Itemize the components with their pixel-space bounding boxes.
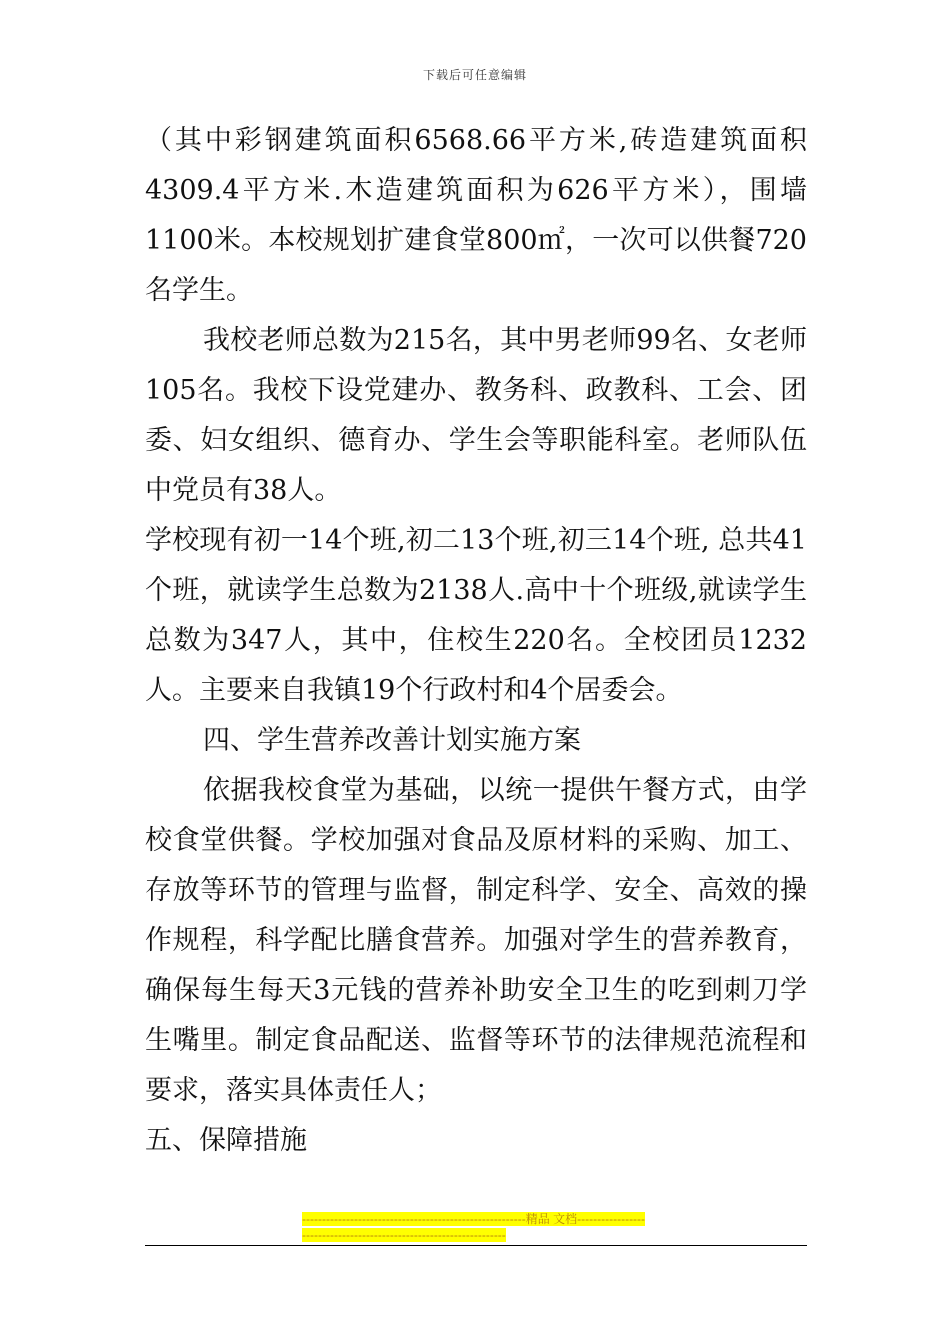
paragraph-classes-students: 学校现有初一14个班,初二13个班,初三14个班, 总共41个班，就读学生总数为2138人.高中十个班级,就读学生总数为347人，其中，住校生220名。全校团员1232人。主要来自我镇19个行政村和4个居委会。 xyxy=(145,525,807,706)
section-heading-nutrition-plan: 四、学生营养改善计划实施方案 xyxy=(203,725,581,756)
footer-watermark xyxy=(302,1211,647,1243)
document-body xyxy=(145,116,807,1166)
page-header-note: 下载后可任意编辑 xyxy=(422,68,527,82)
footer-divider xyxy=(145,1245,807,1246)
footer-watermark-text: --------------------------------------------------------精品 文档-------------------------------------------------------------------- xyxy=(302,1212,646,1242)
paragraph-building-area: （其中彩钢建筑面积6568.66平方米,砖造建筑面积4309.4平方米.木造建筑面积为626平方米），围墙1100米。本校规划扩建食堂800㎡，一次可以供餐720名学生。 xyxy=(145,125,807,306)
paragraph-nutrition-plan: 依据我校食堂为基础，以统一提供午餐方式，由学校食堂供餐。学校加强对食品及原材料的采购、加工、存放等环节的管理与监督，制定科学、安全、高效的操作规程，科学配比膳食营养。加强对学生的营养教育，确保每生每天3元钱的营养补助安全卫生的吃到刺刀学生嘴里。制定食品配送、监督等环节的法律规范流程和要求，落实具体责任人； xyxy=(145,775,807,1106)
section-heading-safeguards: 五、保障措施 xyxy=(145,1125,307,1156)
paragraph-teachers: 我校老师总数为215名，其中男老师99名、女老师105名。我校下设党建办、教务科、政教科、工会、团委、妇女组织、德育办、学生会等职能科室。老师队伍中党员有38人。 xyxy=(145,325,807,506)
